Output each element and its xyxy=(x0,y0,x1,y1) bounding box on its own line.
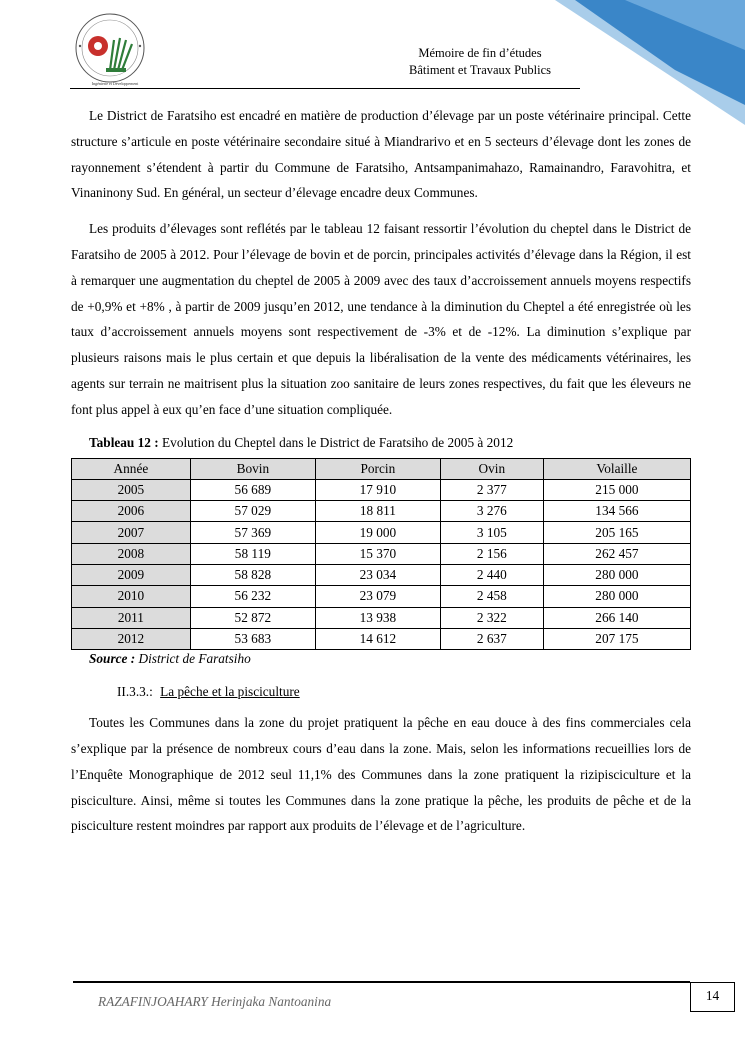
footer-author: RAZAFINJOAHARY Herinjaka Nantoanina xyxy=(98,994,332,1009)
header-line-2: Bâtiment et Travaux Publics xyxy=(408,63,551,77)
ovin-cell: 2 637 xyxy=(440,628,543,649)
volaille-cell: 134 566 xyxy=(543,501,690,522)
header-cell: Année xyxy=(72,458,191,479)
bovin-cell: 58 828 xyxy=(190,565,315,586)
year-cell: 2005 xyxy=(72,479,191,500)
volaille-cell: 280 000 xyxy=(543,565,690,586)
year-cell: 2010 xyxy=(72,586,191,607)
paragraph-livestock: Les produits d’élevages sont reflétés par le tableau 12 faisant ressortir l’évolution du cheptel dans le District de Faratsiho de 2005 à 2012. Pour l’élevage de bovin et de porcin, principales activités d’élevage dans la Région, il est à remarquer une augmentation du cheptel de 2005 à 2009 avec des taux d’accroissement annuels moyens respectifs de +0,9% et +8% , à partir de 2009 jusqu’en 2012, une tendance à la diminution du Cheptel a été enregistrée où les taux d’accroissement annuels moyens sont respectivement de -3% et de -12%. La diminution s’explique par plusieurs raisons mais le plus certain et que depuis la libéralisation de la vente des médicaments vétérinaires, les agents sur terrain ne maitrisent plus la situation zoo sanitaire de leurs zones respectives, du fait que les éleveurs ne font plus appel à eux qu’en face d’une situation compliquée. xyxy=(71,221,691,417)
subsection-heading xyxy=(117,684,691,700)
page-content xyxy=(71,103,691,839)
logo-caption: Ingénierie et Développement xyxy=(91,81,139,86)
volaille-cell: 207 175 xyxy=(543,628,690,649)
porcin-cell: 23 079 xyxy=(315,586,440,607)
bovin-cell: 52 872 xyxy=(190,607,315,628)
volaille-cell: 215 000 xyxy=(543,479,690,500)
bovin-cell: 58 119 xyxy=(190,543,315,564)
header-rule xyxy=(70,88,580,89)
year-cell: 2007 xyxy=(72,522,191,543)
header-line-1: Mémoire de fin d’études xyxy=(418,46,542,60)
ovin-cell: 3 276 xyxy=(440,501,543,522)
porcin-cell: 19 000 xyxy=(315,522,440,543)
source-label: Source : xyxy=(89,651,136,667)
porcin-cell: 15 370 xyxy=(315,543,440,564)
year-cell: 2012 xyxy=(72,628,191,649)
table-row xyxy=(72,543,691,564)
bovin-cell: 53 683 xyxy=(190,628,315,649)
table-caption xyxy=(89,435,691,451)
volaille-cell: 280 000 xyxy=(543,586,690,607)
bovin-cell: 56 689 xyxy=(190,479,315,500)
table-row xyxy=(72,479,691,500)
table-row xyxy=(72,501,691,522)
porcin-cell: 17 910 xyxy=(315,479,440,500)
volaille-cell: 262 457 xyxy=(543,543,690,564)
volaille-cell: 266 140 xyxy=(543,607,690,628)
header-cell: Ovin xyxy=(440,458,543,479)
bovin-cell: 57 369 xyxy=(190,522,315,543)
porcin-cell: 23 034 xyxy=(315,565,440,586)
footer-rule xyxy=(73,981,690,983)
porcin-cell: 14 612 xyxy=(315,628,440,649)
table-row xyxy=(72,565,691,586)
table-row xyxy=(72,522,691,543)
ovin-cell: 3 105 xyxy=(440,522,543,543)
header-cell: Volaille xyxy=(543,458,690,479)
volaille-cell: 205 165 xyxy=(543,522,690,543)
ovin-cell: 2 440 xyxy=(440,565,543,586)
header-cell: Bovin xyxy=(190,458,315,479)
table-row xyxy=(72,607,691,628)
header-cell: Porcin xyxy=(315,458,440,479)
bovin-cell: 57 029 xyxy=(190,501,315,522)
paragraph-veterinary: Le District de Faratsiho est encadré en matière de production d’élevage par un poste vétérinaire principal. Cette structure s’articule en poste vétérinaire secondaire situé à Miandrarivo et en 5 secteurs d’élevage dont les zones de rayonnement s’étendent à partir du Commune de Faratsiho, Antsampanimahazo, Ramainandro, Faravohitra, et Vinaninony Sud. En général, un secteur d’élevage encadre deux Communes. xyxy=(71,108,691,201)
porcin-cell: 13 938 xyxy=(315,607,440,628)
page-number: 14 xyxy=(690,982,735,1012)
ovin-cell: 2 458 xyxy=(440,586,543,607)
subsection-title: La pêche et la pisciculture xyxy=(160,684,300,700)
ovin-cell: 2 322 xyxy=(440,607,543,628)
porcin-cell: 18 811 xyxy=(315,501,440,522)
table-caption-label: Tableau 12 : xyxy=(89,434,159,450)
table-header-row xyxy=(72,458,691,479)
ovin-cell: 2 377 xyxy=(440,479,543,500)
source-text: District de Faratsiho xyxy=(135,651,251,667)
bovin-cell: 56 232 xyxy=(190,586,315,607)
table-row xyxy=(72,586,691,607)
paragraph-fishing: Toutes les Communes dans la zone du projet pratiquent la pêche en eau douce à des fins commerciales cela s’explique par la présence de nombreux cours d’eau dans la zone. Mais, selon les informations recueillies lors de l’Enquête Monographique de 2012 seul 11,1% des Communes dans la zone pratiquent la rizipisciculture et la pisciculture. Ainsi, même si toutes les Communes dans la zone pratique la pêche, les produits de pêche et de la pisciculture restent moindres par rapport aux produits de l’élevage et de l’agriculture. xyxy=(71,715,691,834)
year-cell: 2008 xyxy=(72,543,191,564)
institution-logo xyxy=(70,10,156,88)
year-cell: 2006 xyxy=(72,501,191,522)
year-cell: 2009 xyxy=(72,565,191,586)
table-source xyxy=(89,650,691,668)
table-row xyxy=(72,628,691,649)
document-header xyxy=(380,45,580,79)
year-cell: 2011 xyxy=(72,607,191,628)
subsection-number: II.3.3.: xyxy=(117,684,153,700)
ovin-cell: 2 156 xyxy=(440,543,543,564)
livestock-table xyxy=(71,458,691,651)
table-caption-text: Evolution du Cheptel dans le District de Faratsiho de 2005 à 2012 xyxy=(158,434,514,450)
